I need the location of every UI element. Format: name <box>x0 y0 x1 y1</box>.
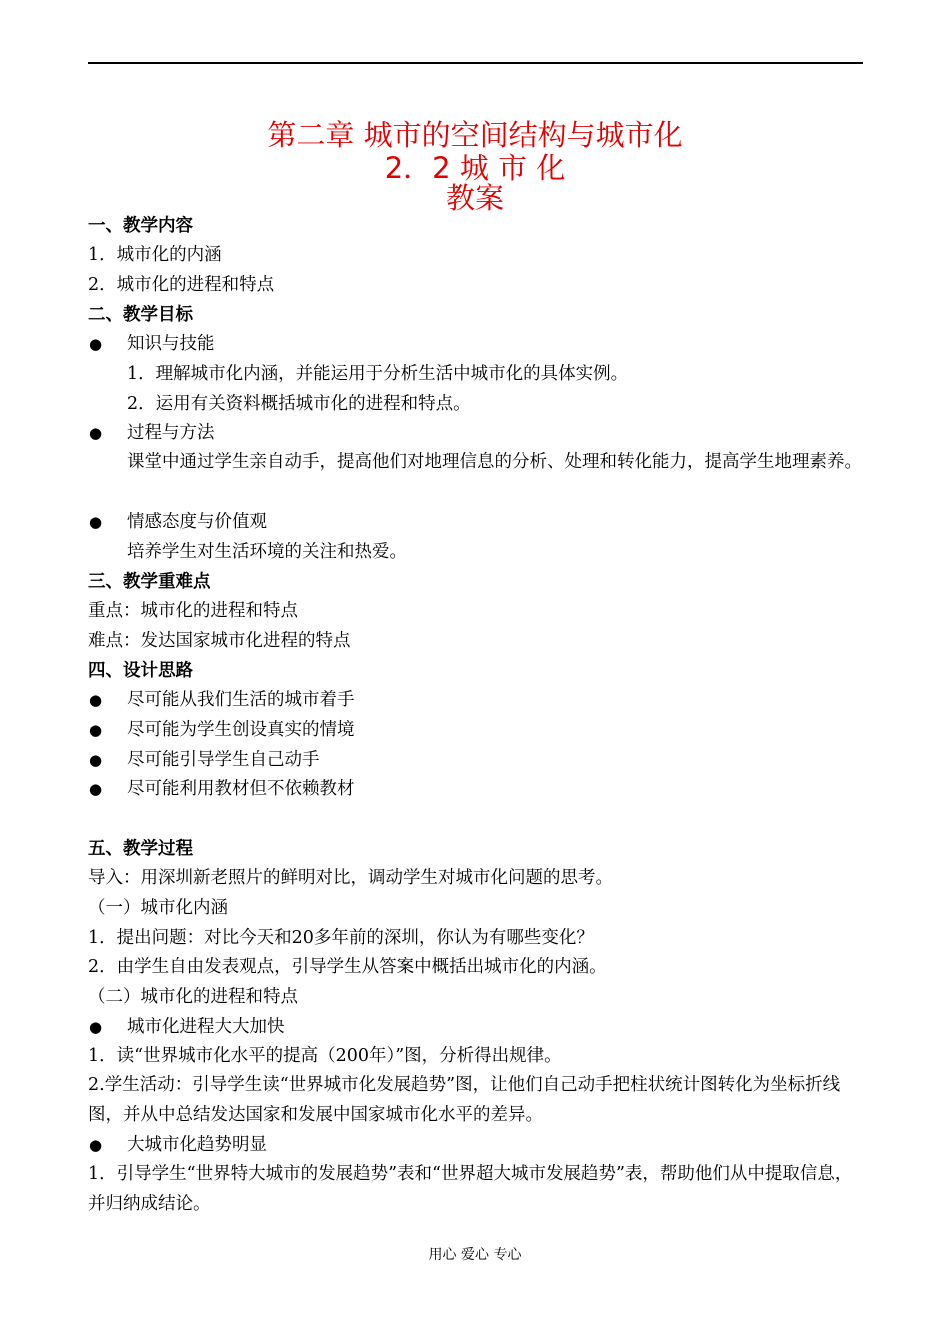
content-item-2: 2．城市化的进程和特点 <box>88 275 275 295</box>
process-part-1-item-2: 2．由学生自由发表观点，引导学生从答案中概括出城市化的内涵。 <box>88 957 607 977</box>
bullet-icon: ● <box>89 691 103 709</box>
process-bullet-bigcity: 大城市化趋势明显 <box>127 1135 267 1155</box>
bullet-icon: ● <box>89 1018 103 1036</box>
chapter-title: 第二章 城市的空间结构与城市化 <box>267 118 683 152</box>
design-item-2: 尽可能为学生创设真实的情境 <box>127 720 355 740</box>
goal-emotion-desc: 培养学生对生活环境的关注和热爱。 <box>127 542 407 562</box>
design-item-1: 尽可能从我们生活的城市着手 <box>127 690 355 710</box>
section-title: 2．2 城 市 化 <box>384 151 566 185</box>
bullet-icon: ● <box>89 751 103 769</box>
goal-process: 过程与方法 <box>127 423 215 443</box>
heading-teaching-content: 一、教学内容 <box>88 216 193 236</box>
goal-knowledge-1: 1．理解城市化内涵，并能运用于分析生活中城市化的具体实例。 <box>127 364 629 384</box>
process-part-2: （二）城市化的进程和特点 <box>88 987 298 1007</box>
page-footer: 用心 爱心 专心 <box>428 1247 522 1263</box>
key-point: 重点：城市化的进程和特点 <box>88 601 298 621</box>
goal-knowledge: 知识与技能 <box>127 334 215 354</box>
design-item-4: 尽可能利用教材但不依赖教材 <box>127 779 355 799</box>
bullet-icon: ● <box>89 1136 103 1154</box>
goal-process-desc: 课堂中通过学生亲自动手，提高他们对地理信息的分析、处理和转化能力，提高学生地理素养。 <box>127 452 862 472</box>
design-item-3: 尽可能引导学生自己动手 <box>127 750 320 770</box>
heading-design: 四、设计思路 <box>88 661 193 681</box>
heading-process: 五、教学过程 <box>88 839 193 859</box>
bullet-icon: ● <box>89 335 103 353</box>
process-part-2-item-1: 1．读“世界城市化水平的提高（200年）”图，分析得出规律。 <box>88 1046 562 1066</box>
process-bigcity-item-1: 1．引导学生“世界特大城市的发展趋势”表和“世界超大城市发展趋势”表，帮助他们从中提取信息，并归纳成结论。 <box>88 1164 853 1214</box>
process-part-2-item-2: 2.学生活动：引导学生读“世界城市化发展趋势”图，让他们自己动手把柱状统计图转化为坐标折线图，并从中总结发达国家和发展中国家城市化水平的差异。 <box>88 1075 841 1125</box>
bullet-icon: ● <box>89 721 103 739</box>
process-bullet-accelerate: 城市化进程大大加快 <box>127 1017 285 1037</box>
doc-type-title: 教案 <box>445 181 504 215</box>
goal-knowledge-2: 2．运用有关资料概括城市化的进程和特点。 <box>127 394 471 414</box>
bullet-icon: ● <box>89 780 103 798</box>
bullet-icon: ● <box>89 424 103 442</box>
process-part-1: （一）城市化内涵 <box>88 898 228 918</box>
difficult-point: 难点：发达国家城市化进程的特点 <box>88 631 351 651</box>
heading-key-points: 三、教学重难点 <box>88 572 211 592</box>
process-part-1-item-1: 1．提出问题：对比今天和20多年前的深圳，你认为有哪些变化？ <box>88 928 594 948</box>
heading-teaching-goals: 二、教学目标 <box>88 305 193 325</box>
process-intro: 导入：用深圳新老照片的鲜明对比，调动学生对城市化问题的思考。 <box>88 868 613 888</box>
header-rule <box>88 62 863 64</box>
goal-emotion: 情感态度与价值观 <box>127 512 267 532</box>
content-item-1: 1．城市化的内涵 <box>88 245 222 265</box>
bullet-icon: ● <box>89 513 103 531</box>
